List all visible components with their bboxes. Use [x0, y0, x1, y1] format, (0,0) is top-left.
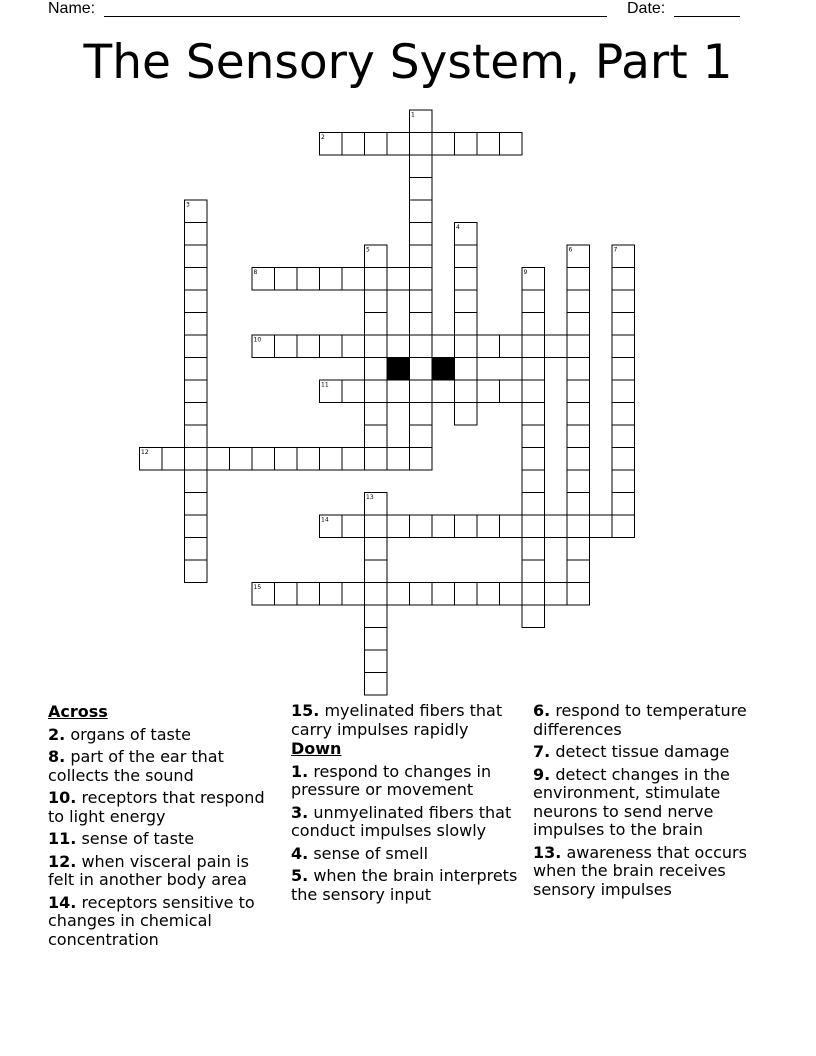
grid-cell[interactable] — [567, 538, 590, 561]
clue-across-15 — [291, 702, 523, 739]
grid-cell[interactable] — [342, 515, 365, 538]
grid-cell[interactable] — [500, 583, 523, 606]
grid-cell[interactable] — [342, 335, 365, 358]
grid-cell[interactable] — [455, 133, 478, 156]
grid-cell[interactable] — [410, 425, 433, 448]
grid-cell[interactable] — [612, 268, 635, 291]
grid-cell[interactable] — [455, 380, 478, 403]
grid-cell[interactable] — [185, 380, 208, 403]
grid-cell[interactable] — [320, 583, 343, 606]
grid-cell[interactable] — [522, 380, 545, 403]
grid-cell[interactable] — [522, 493, 545, 516]
grid-cell[interactable] — [410, 155, 433, 178]
clue-down-9 — [533, 766, 765, 840]
grid-cell[interactable] — [185, 313, 208, 336]
grid-cell[interactable] — [365, 650, 388, 673]
clue-text: when the brain interprets the sensory input — [291, 866, 518, 904]
grid-cell[interactable] — [455, 583, 478, 606]
clue-text: when visceral pain is felt in another body area — [48, 851, 249, 889]
clue-number: 5. — [291, 866, 309, 885]
clue-text: unmyelinated fibers that conduct impulses slowly — [291, 802, 512, 840]
grid-cell[interactable] — [410, 335, 433, 358]
clue-number: 13. — [533, 842, 562, 862]
grid-cell[interactable] — [387, 380, 410, 403]
grid-cell[interactable] — [432, 583, 455, 606]
clue-number: 12. — [48, 851, 77, 871]
grid-cell[interactable] — [410, 178, 433, 201]
grid-cell[interactable] — [477, 515, 500, 538]
grid-cell[interactable] — [612, 290, 635, 313]
grid-cell[interactable] — [455, 245, 478, 268]
grid-cell[interactable] — [410, 268, 433, 291]
clue-down-6 — [533, 702, 765, 739]
grid-cell[interactable] — [612, 380, 635, 403]
clue-across-10 — [48, 789, 280, 826]
grid-cell[interactable] — [365, 673, 388, 696]
clue-column-3 — [533, 702, 765, 899]
clue-number: 15. — [291, 701, 320, 720]
grid-cell[interactable] — [410, 223, 433, 246]
grid-cell[interactable] — [387, 583, 410, 606]
clue-number: 7. — [533, 742, 551, 761]
grid-cell[interactable] — [185, 560, 208, 583]
clue-text: myelinated fibers that carry impulses rapidly — [291, 701, 503, 739]
grid-cell[interactable] — [297, 335, 320, 358]
clue-number-label: 9 — [523, 269, 528, 276]
grid-cell[interactable] — [275, 335, 298, 358]
grid-cell[interactable] — [230, 448, 253, 471]
grid-cell[interactable] — [567, 335, 590, 358]
grid-cell[interactable] — [567, 425, 590, 448]
clue-number-label: 14 — [321, 516, 329, 524]
grid-cell[interactable] — [567, 470, 590, 493]
grid-cell[interactable] — [342, 380, 365, 403]
grid-cell[interactable] — [567, 358, 590, 381]
clue-number: 2. — [48, 724, 66, 744]
clue-down-1 — [291, 763, 523, 800]
grid-cell[interactable] — [185, 223, 208, 246]
grid-cell[interactable] — [522, 538, 545, 561]
clue-across-2 — [48, 726, 280, 745]
grid-cell[interactable] — [455, 515, 478, 538]
grid-cell[interactable] — [252, 448, 275, 471]
clue-text: respond to changes in pressure or movement — [291, 761, 492, 799]
grid-cell[interactable] — [410, 403, 433, 426]
grid-cell[interactable] — [522, 425, 545, 448]
grid-cell[interactable] — [612, 358, 635, 381]
grid-cell[interactable] — [410, 290, 433, 313]
clue-column-2 — [291, 702, 523, 904]
grid-cell[interactable] — [567, 515, 590, 538]
grid-cell[interactable] — [567, 560, 590, 583]
clue-across-14 — [48, 894, 280, 950]
grid-cell[interactable] — [342, 583, 365, 606]
grid-cell[interactable] — [410, 313, 433, 336]
clue-number-label: 2 — [321, 134, 325, 141]
grid-cell[interactable] — [185, 425, 208, 448]
grid-cell[interactable] — [455, 335, 478, 358]
grid-cell[interactable] — [567, 380, 590, 403]
grid-cell[interactable] — [410, 358, 433, 381]
clue-number-label: 13 — [366, 494, 374, 501]
grid-cell[interactable] — [522, 470, 545, 493]
grid-cell[interactable] — [275, 268, 298, 291]
clue-number: 8. — [48, 747, 66, 766]
grid-cell[interactable] — [545, 583, 568, 606]
grid-cell[interactable] — [275, 583, 298, 606]
name-label: Name: — [48, 0, 96, 17]
clue-across-11 — [48, 830, 280, 849]
grid-cell[interactable] — [522, 290, 545, 313]
clue-number: 10. — [48, 788, 77, 807]
clue-text: respond to temperature differences — [533, 701, 747, 739]
grid-cell[interactable] — [185, 470, 208, 493]
clue-down-7 — [533, 743, 765, 762]
clue-text: sense of taste — [81, 829, 195, 848]
grid-cell[interactable] — [365, 268, 388, 291]
black-square — [432, 358, 455, 381]
grid-cell[interactable] — [455, 313, 478, 336]
grid-cell[interactable] — [185, 403, 208, 426]
page-title: The Sensory System, Part 1 — [83, 35, 733, 90]
grid-cell[interactable] — [387, 133, 410, 156]
grid-cell[interactable] — [387, 448, 410, 471]
grid-cell[interactable] — [185, 358, 208, 381]
clue-number: 1. — [291, 761, 309, 781]
grid-cell[interactable] — [567, 403, 590, 426]
grid-cell[interactable] — [342, 448, 365, 471]
grid-cell[interactable] — [522, 313, 545, 336]
grid-cell[interactable] — [522, 560, 545, 583]
grid-cell[interactable] — [455, 358, 478, 381]
clue-number-label: 3 — [186, 201, 190, 209]
grid-cell[interactable] — [365, 358, 388, 381]
grid-cell[interactable] — [410, 448, 433, 471]
grid-cell[interactable] — [185, 268, 208, 291]
grid-cell[interactable] — [567, 290, 590, 313]
grid-cell[interactable] — [320, 448, 343, 471]
across-heading: Across — [48, 702, 108, 721]
clue-number-label: 10 — [253, 336, 262, 344]
clue-number: 9. — [533, 764, 551, 784]
grid-cell[interactable] — [410, 245, 433, 268]
grid-cell[interactable] — [320, 268, 343, 291]
grid-cell[interactable] — [342, 268, 365, 291]
grid-cell[interactable] — [500, 133, 523, 156]
grid-cell[interactable] — [545, 515, 568, 538]
grid-cell[interactable] — [567, 268, 590, 291]
grid-cell[interactable] — [387, 268, 410, 291]
grid-cell[interactable] — [365, 538, 388, 561]
grid-cell[interactable] — [365, 380, 388, 403]
clue-text: receptors sensitive to changes in chemical concentration — [48, 892, 255, 949]
clue-down-4 — [291, 845, 523, 864]
grid-cell[interactable] — [455, 290, 478, 313]
grid-cell[interactable] — [522, 358, 545, 381]
clue-number: 6. — [533, 701, 551, 720]
grid-cell[interactable] — [365, 313, 388, 336]
grid-cell[interactable] — [432, 515, 455, 538]
clue-number: 11. — [48, 829, 77, 848]
grid-cell[interactable] — [477, 583, 500, 606]
clue-number-label: 11 — [321, 381, 329, 389]
grid-cell[interactable] — [297, 583, 320, 606]
clue-number-label: 12 — [141, 449, 149, 456]
date-label: Date: — [627, 0, 666, 17]
grid-cell[interactable] — [365, 425, 388, 448]
grid-cell[interactable] — [612, 403, 635, 426]
grid-cell[interactable] — [410, 583, 433, 606]
clue-number-label: 1 — [411, 111, 415, 119]
grid-cell[interactable] — [185, 515, 208, 538]
clue-text: receptors that respond to light energy — [48, 788, 265, 826]
grid-cell[interactable] — [612, 515, 635, 538]
clue-down-3 — [291, 804, 523, 841]
clue-number-label: 8 — [253, 269, 258, 276]
grid-cell[interactable] — [567, 448, 590, 471]
grid-cell[interactable] — [432, 380, 455, 403]
clue-across-8 — [48, 748, 280, 785]
grid-cell[interactable] — [522, 583, 545, 606]
grid-cell[interactable] — [522, 515, 545, 538]
grid-cell[interactable] — [365, 583, 388, 606]
grid-cell[interactable] — [185, 493, 208, 516]
grid-cell[interactable] — [455, 403, 478, 426]
grid-cell[interactable] — [387, 335, 410, 358]
clue-number: 14. — [48, 892, 77, 912]
grid-cell[interactable] — [365, 133, 388, 156]
grid-cell[interactable] — [365, 560, 388, 583]
grid-cell[interactable] — [545, 335, 568, 358]
grid-cell[interactable] — [612, 493, 635, 516]
grid-cell[interactable] — [432, 133, 455, 156]
grid-cell[interactable] — [410, 133, 433, 156]
grid-cell[interactable] — [297, 448, 320, 471]
grid-cell[interactable] — [522, 335, 545, 358]
clue-number-label: 15 — [253, 584, 262, 591]
black-square — [387, 358, 410, 381]
grid-cell[interactable] — [365, 605, 388, 628]
grid-cell[interactable] — [522, 403, 545, 426]
clue-text: part of the ear that collects the sound — [48, 747, 224, 785]
grid-cell[interactable] — [207, 448, 230, 471]
grid-cell[interactable] — [522, 448, 545, 471]
grid-cell[interactable] — [410, 200, 433, 223]
grid-cell[interactable] — [365, 515, 388, 538]
grid-cell[interactable] — [477, 335, 500, 358]
grid-cell[interactable] — [185, 245, 208, 268]
grid-cell[interactable] — [590, 515, 613, 538]
grid-cell[interactable] — [410, 380, 433, 403]
grid-cell[interactable] — [500, 335, 523, 358]
grid-cell[interactable] — [365, 335, 388, 358]
clue-down-13 — [533, 844, 765, 900]
clue-text: awareness that occurs when the brain receives sensory impulses — [533, 842, 747, 899]
grid-cell[interactable] — [342, 133, 365, 156]
grid-cell[interactable] — [567, 313, 590, 336]
grid-cell[interactable] — [477, 380, 500, 403]
clue-number: 3. — [291, 802, 309, 822]
grid-cell[interactable] — [185, 448, 208, 471]
grid-cell[interactable] — [612, 425, 635, 448]
grid-cell[interactable] — [365, 290, 388, 313]
grid-cell[interactable] — [567, 583, 590, 606]
clue-number: 4. — [291, 843, 309, 863]
grid-cell[interactable] — [612, 470, 635, 493]
clue-number-label: 6 — [568, 246, 573, 254]
grid-cell[interactable] — [320, 335, 343, 358]
grid-cell[interactable] — [410, 515, 433, 538]
grid-cell[interactable] — [185, 335, 208, 358]
clue-number-label: 5 — [366, 246, 370, 254]
grid-cell[interactable] — [162, 448, 185, 471]
grid-cell[interactable] — [432, 335, 455, 358]
clue-number-label: 4 — [456, 224, 460, 231]
grid-cell[interactable] — [365, 403, 388, 426]
grid-cell[interactable] — [567, 493, 590, 516]
clue-text: sense of smell — [313, 843, 429, 863]
grid-cell[interactable] — [275, 448, 298, 471]
grid-cell[interactable] — [387, 515, 410, 538]
grid-cell[interactable] — [185, 538, 208, 561]
clue-text: organs of taste — [70, 724, 191, 744]
grid-cell[interactable] — [612, 448, 635, 471]
grid-cell[interactable] — [612, 335, 635, 358]
grid-cell[interactable] — [612, 313, 635, 336]
grid-cell[interactable] — [185, 290, 208, 313]
clue-across-12 — [48, 853, 280, 890]
clue-text: detect tissue damage — [555, 742, 730, 761]
grid-cell[interactable] — [297, 268, 320, 291]
clue-text: detect changes in the environment, stimulate neurons to send nerve impulses to the brain — [533, 764, 730, 839]
grid-cell[interactable] — [365, 628, 388, 651]
clue-down-5 — [291, 867, 523, 904]
grid-cell[interactable] — [500, 515, 523, 538]
down-heading: Down — [291, 739, 342, 758]
grid-cell[interactable] — [477, 133, 500, 156]
grid-cell[interactable] — [365, 448, 388, 471]
grid-cell[interactable] — [522, 605, 545, 628]
grid-cell[interactable] — [455, 268, 478, 291]
clue-column-1 — [48, 702, 280, 949]
clue-number-label: 7 — [613, 246, 618, 254]
grid-cell[interactable] — [500, 380, 523, 403]
